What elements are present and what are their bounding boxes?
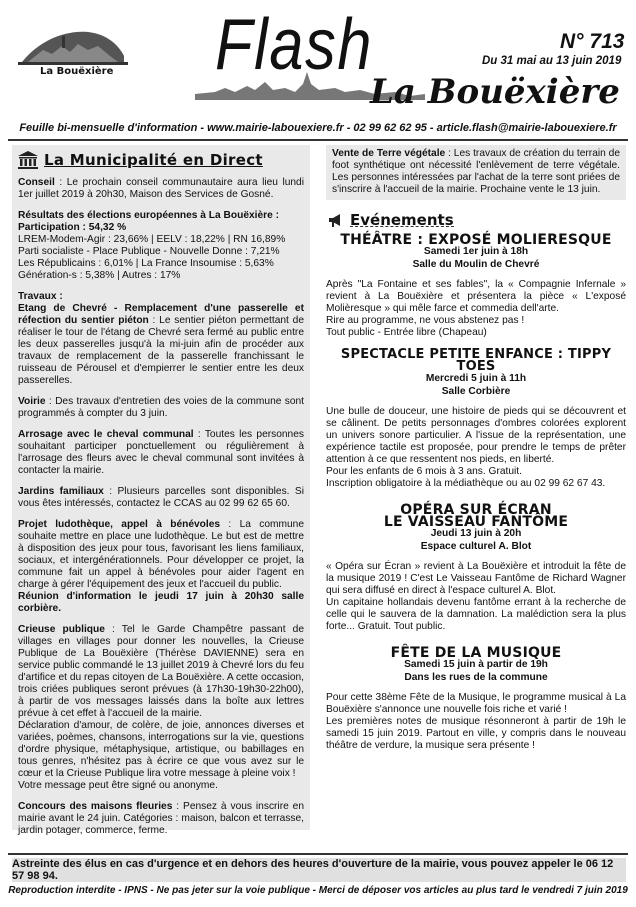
concours-item: [18, 801, 304, 837]
travaux-subtitle: Etang de Chevré - Remplacement d'une passerelle et réfection du sentier piéton: [18, 303, 304, 326]
event-theatre: [326, 234, 626, 339]
voirie-item: [18, 396, 304, 420]
crieuse-text-3: Votre message peut être signé ou anonyme.: [18, 780, 218, 791]
elections-line: Génération-s : 5,38% | Autres : 17%: [18, 270, 181, 281]
event-paragraph: Les premières notes de musique résonneront à partir de 19h le samedi 15 juin 2019. Partout en ville, y compris dans le nouveau théâtre de verdure, la musique sera présente !: [326, 716, 626, 751]
event-body: [326, 406, 626, 490]
elections-title: Résultats des élections européennes à La Bouëxière :: [18, 210, 280, 221]
event-paragraph: Rire au programme, ne vous abstenez pas !: [326, 315, 525, 326]
event-date: Mercredi 5 juin à 11h: [425, 373, 527, 384]
conseil-label: Conseil: [18, 177, 55, 188]
travaux-title: Travaux :: [18, 291, 63, 302]
tagline: Feuille bi-mensuelle d'information - www.mairie-labouexiere.fr - 02 99 62 62 95 - article.flash@mairie-labouexiere.fr: [19, 122, 617, 134]
town-title: La Bouëxière: [370, 72, 620, 112]
elections-line: LREM-Modem-Agir : 23,66% | EELV : 18,22% | RN 16,89%: [18, 234, 286, 245]
event-fete-musique: [326, 647, 626, 752]
megaphone-icon: [328, 212, 344, 228]
conseil-text: : Le prochain conseil communautaire aura lieu lundi 1er juillet 2019 à 20h30, Maison des Services de Gosné.: [18, 177, 304, 200]
vente-text: : Les travaux de création du terrain de foot synthétique ont nécessité l'enlèvement de terre végétale. Les personnes intéressées par l'achat de la terre sont priées de s'inscrire à l'accueil de la mairie. Prochaine vente le 13 juin.: [332, 148, 620, 195]
issue-number: N° 713: [560, 30, 625, 53]
elections-line: Parti socialiste - Place Publique - Nouvelle Donne : 7,21%: [18, 246, 280, 257]
section-header: [18, 151, 304, 169]
event-paragraph: Un capitaine hollandais devenu fantôme errant à la recherche de celle qui le sauvera de la damnation. La malédiction sera la plus forte... Gratuit. Tout public.: [326, 597, 626, 632]
event-place: Espace culturel A. Blot: [420, 540, 532, 552]
arrosage-item: [18, 429, 304, 477]
event-paragraph: Pour les enfants de 6 mois à 3 ans. Gratuit.: [326, 466, 522, 477]
event-body: [326, 692, 626, 752]
travaux-item: [18, 291, 304, 387]
event-petite-enfance: [326, 349, 626, 490]
event-place: Salle Corbière: [441, 385, 511, 397]
ludotheque-reunion: Réunion d'information le jeudi 17 juin à 20h30 salle corbière.: [18, 591, 304, 614]
concours-label: Concours des maisons fleuries: [18, 801, 173, 812]
jardins-item: [18, 486, 304, 510]
elections-line: Participation : 54,32 %: [18, 222, 127, 233]
ludotheque-text: : La commune souhaite mettre en place une ludothèque. Le but est de mettre à disposition des jeux pour tous, favorisant les liens familiaux, sociaux, et intergénérationnels. Pour développer ce projet, la commune fait un appel à bénévoles pour aider l'agent en charge à gérer l'équipement des jeux et l'accueil du public.: [18, 519, 304, 590]
event-body: [326, 279, 626, 339]
concours-text: : Pensez à vous inscrire en mairie avant le 24 juin. Catégories : maison, balcon et terrasse, jardin potager, commerce, ferme.: [18, 801, 304, 836]
logo-text: La Bouëxière: [40, 66, 114, 77]
municipality-section: [12, 145, 310, 836]
crieuse-item: [18, 624, 304, 792]
event-paragraph: Inscription obligatoire à la médiathèque ou au 02 99 62 67 43.: [326, 478, 606, 489]
event-paragraph: « Opéra sur Écran » revient à La Bouëxière et introduit la fête de la musique 2019 ! C'est Le Vaisseau Fantôme de Richard Wagner qui sera diffusé en direct à l'espace culturel A. Blot.: [326, 561, 626, 596]
travaux-text: : Le sentier piéton permettant de réaliser le tour de l'étang de Chevré sera fermé au public entre les deux passerelles jusqu'à la mi-juin afin de procéder aux travaux de remplacement de la passerelle franchissant le ruisseau de Pérousel et d'empierrer le sentier entre les deux passerelles.: [18, 315, 304, 386]
event-paragraph: Tout public - Entrée libre (Chapeau): [326, 327, 487, 338]
event-title: SPECTACLE PETITE ENFANCE : TIPPY TOES: [340, 347, 612, 374]
event-title: THÉÂTRE : EXPOSÉ MOLIERESQUE: [340, 232, 612, 248]
town-logo: [18, 22, 128, 82]
event-date: Jeudi 13 juin à 20h: [430, 528, 522, 539]
elections-item: [18, 210, 304, 282]
voirie-text: : Des travaux d'entretien des voies de la commune sont programmés à compter du 3 juin.: [18, 396, 304, 419]
event-paragraph: Après "La Fontaine et ses fables", la « Compagnie Infernale » revient à La Bouëxière et présentera la pièce « L'exposé Molièresque » qui mêle farce et commedia dell'arte.: [326, 279, 626, 314]
event-paragraph: Une bulle de douceur, une histoire de pieds qui se découvrent et se câlinent. De petits personnages d'ombres colorées explorent un univers sonore particulier. A l'issue de la représentation, une expérience tactile est proposée, pour prendre le temps de prêter attention à ce que ressentent nos pieds, en liberté.: [326, 406, 626, 465]
event-date: Samedi 15 juin à partir de 19h: [404, 659, 548, 670]
issue-dates: Du 31 mai au 13 juin 2019: [482, 55, 622, 67]
masthead: [0, 0, 636, 120]
event-body: [326, 561, 626, 633]
arrosage-label: Arrosage avec le cheval communal: [18, 429, 194, 440]
section-title: La Municipalité en Direct: [44, 151, 263, 169]
event-paragraph: Pour cette 38ème Fête de la Musique, le programme musical à La Bouëxière s'annonce une nouvelle fois riche et varié !: [326, 692, 626, 715]
event-title: FÊTE DE LA MUSIQUE: [390, 645, 562, 661]
town-logo-icon: [18, 22, 128, 68]
arrosage-text: : Toutes les personnes souhaitant participer ponctuellement ou régulièrement à l'arrosage des fleurs avec le cheval communal sont invitées à contacter la mairie.: [18, 429, 304, 476]
event-title: OPÉRA SUR ÉCRAN: [400, 502, 552, 518]
events-title: Evénements: [350, 210, 454, 229]
crieuse-text-2: Déclaration d'amour, de colère, de joie, annonces diverses et variées, poèmes, chansons, interrogations sur la vie, questions d'ordre physique, métaphysique, artistique, ou babillages en tous genres, n'hésitez pas à écrire ce que vous avez sur le cœur et la Crieuse Publique lira votre message à pleine voix !: [18, 720, 304, 779]
voirie-label: Voirie: [18, 396, 46, 407]
jardins-label: Jardins familiaux: [18, 486, 104, 497]
crieuse-label: Crieuse publique: [18, 624, 105, 635]
event-title-2: LE VAISSEAU FANTÔME: [383, 514, 569, 530]
vente-terre-box: [326, 145, 626, 200]
emergency-banner: Astreinte des élus en cas d'urgence et en dehors des heures d'ouverture de la mairie, vous pouvez appeler le 06 12 57 98 94.: [12, 858, 626, 882]
elections-line: Les Républicains : 6,01% | La France Insoumise : 5,63%: [18, 258, 274, 269]
divider: [8, 853, 628, 855]
vente-label: Vente de Terre végétale: [332, 148, 446, 159]
jardins-text: : Plusieurs parcelles sont disponibles. Si vous êtes intéressés, contactez le CCAS au 02 99 62 65 60.: [18, 486, 304, 509]
town-hall-icon: [18, 151, 38, 169]
event-opera: [326, 504, 626, 633]
events-header: [328, 212, 626, 228]
event-place: Salle du Moulin de Chevré: [412, 258, 540, 270]
ludotheque-label: Projet ludothèque, appel à bénévoles: [18, 519, 221, 530]
event-place: Dans les rues de la commune: [404, 671, 548, 683]
ludotheque-item: [18, 519, 304, 615]
event-date: Samedi 1er juin à 18h: [423, 246, 529, 257]
conseil-item: [18, 177, 304, 201]
flash-title: Flash: [215, 5, 374, 85]
divider: [8, 139, 628, 141]
right-column: [326, 145, 626, 752]
crieuse-text: : Tel le Garde Champêtre passant de villages en villages pour donner les nouvelles, la Crieuse Publique de La Bouëxière (Thérèse DAVIENNE) sera en service public commandé le 13 juillet 2019 à Chevré lors du feu d'artifice et du repas citoyen de La Bouëxière. A cette occasion, trois criées publiques seront prévues (à 17h30-19h30-22h00), à partir de vos messages laissés dans la boîte aux lettres prévue à cet effet à l'accueil de la mairie.: [18, 624, 304, 719]
footer-note: Reproduction interdite - IPNS - Ne pas jeter sur la voie publique - Merci de déposer vos articles au plus tard le vendredi 7 juin 2019: [8, 885, 628, 896]
